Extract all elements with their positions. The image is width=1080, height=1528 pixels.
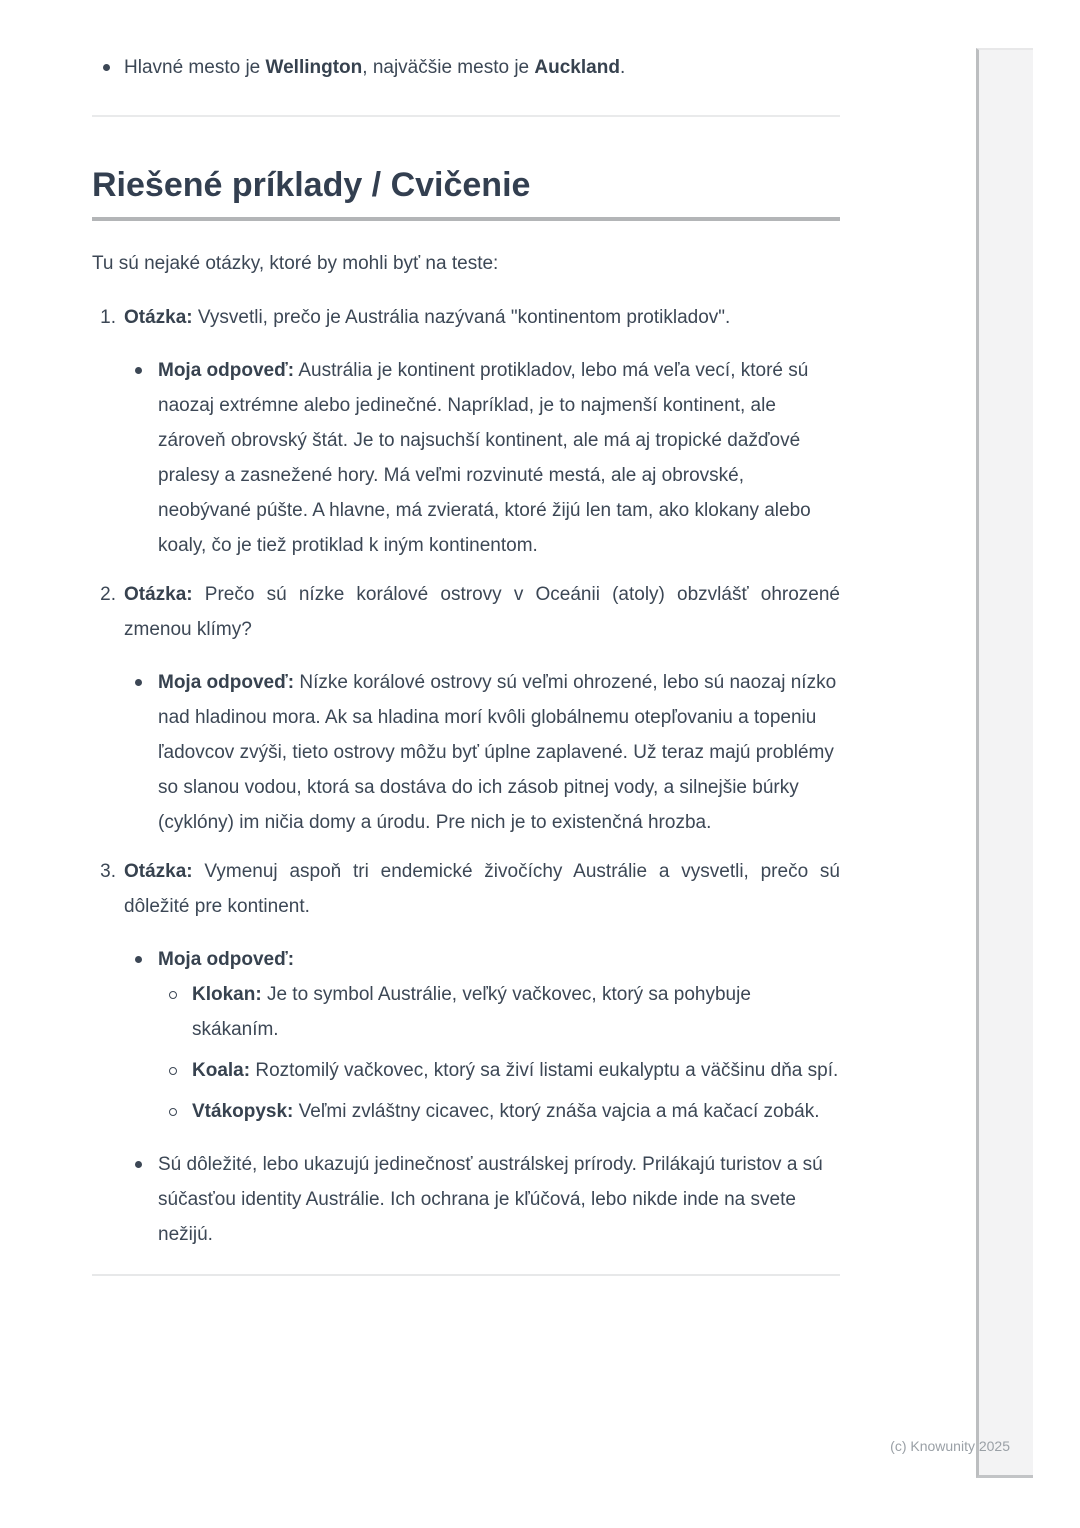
- animal-sub-list: [158, 977, 840, 1129]
- sub-answer-label: Koala:: [192, 1060, 251, 1081]
- question-text: [124, 854, 840, 924]
- intro-bullet-item: [92, 50, 840, 85]
- intro-text-part: , najväčšie mesto je: [362, 57, 535, 78]
- sub-answer-vtakopysk: [158, 1094, 840, 1129]
- bullet-dot-icon: [135, 679, 142, 686]
- answer-label: Moja odpoveď:: [158, 949, 295, 970]
- answer-list: [124, 942, 840, 1252]
- sub-answer-label: Vtákopysk:: [192, 1101, 294, 1122]
- question-number: 1.: [100, 307, 116, 328]
- bullet-dot-icon: [103, 64, 110, 71]
- sub-answer-body: Veľmi zvláštny cicavec, ktorý znáša vajcia a má kačací zobák.: [293, 1101, 820, 1122]
- answer-body: Nízke korálové ostrovy sú veľmi ohrozené, lebo sú naozaj nízko nad hladinou mora. Ak sa hladina morí kvôli globálnemu otepľovaniu a topeniu ľadovcov zvýši, tieto ostrovy môžu byť úplne zaplavené. Už teraz majú problémy so slanou vodou, ktorá sa dostáva do ich zásob pitnej vody, a silnejšie búrky (cyklóny) im ničia domy a úrodu. Pre nich je to existenčná hrozba.: [158, 672, 837, 833]
- answer-label: Moja odpoveď:: [158, 360, 295, 381]
- page-title: Riešené príklady / Cvičenie: [92, 166, 531, 204]
- footer-divider: [92, 1274, 840, 1276]
- intro-bold-wellington: Wellington: [265, 57, 363, 78]
- answer-list: [124, 353, 840, 563]
- question-number: 2.: [100, 584, 116, 605]
- bullet-circle-icon: [169, 991, 177, 999]
- question-body: Prečo sú nízke korálové ostrovy v Oceánii (atoly) obzvlášť ohrozené zmenou klímy?: [124, 584, 840, 640]
- copyright-credit: (c) Knowunity 2025: [890, 1438, 1010, 1454]
- sub-answer-koala: [158, 1053, 840, 1088]
- question-text: [124, 577, 840, 647]
- heading-underline: [92, 217, 840, 221]
- bullet-dot-icon: [135, 1161, 142, 1168]
- question-number: 3.: [100, 861, 116, 882]
- scrollbar-track[interactable]: [976, 48, 1033, 1478]
- intro-bold-auckland: Auckland: [534, 57, 620, 78]
- question-item-3: [92, 854, 840, 1252]
- answer-item-closing: [124, 1147, 840, 1252]
- sub-answer-label: Klokan:: [192, 984, 262, 1005]
- intro-text-part: Hlavné mesto je: [124, 57, 266, 78]
- question-body: Vysvetli, prečo je Austrália nazývaná "kontinentom protikladov".: [192, 307, 731, 328]
- question-list: [92, 300, 840, 1252]
- answer-item: [124, 665, 840, 840]
- section-divider: [92, 115, 840, 117]
- answer-list: [124, 665, 840, 840]
- bullet-dot-icon: [135, 367, 142, 374]
- document-content: [92, 0, 840, 1276]
- question-item-1: [92, 300, 840, 563]
- question-label: Otázka:: [124, 584, 193, 605]
- intro-text-part: .: [619, 57, 626, 78]
- question-label: Otázka:: [124, 307, 193, 328]
- bullet-dot-icon: [135, 956, 142, 963]
- bullet-circle-icon: [169, 1108, 177, 1116]
- sub-answer-body: Je to symbol Austrálie, veľký vačkovec, ktorý sa pohybuje skákaním.: [192, 984, 751, 1040]
- question-text: [124, 300, 840, 335]
- answer-item: [124, 353, 840, 563]
- answer-body: Sú dôležité, lebo ukazujú jedinečnosť austrálskej prírody. Prilákajú turistov a sú súčasťou identity Austrálie. Ich ochrana je kľúčová, lebo nikde inde na svete nežijú.: [158, 1154, 823, 1245]
- lead-paragraph: Tu sú nejaké otázky, ktoré by mohli byť na teste:: [92, 253, 499, 274]
- bullet-circle-icon: [169, 1067, 177, 1075]
- question-label: Otázka:: [124, 861, 193, 882]
- sub-answer-klokan: [158, 977, 840, 1047]
- question-body: Vymenuj aspoň tri endemické živočíchy Austrálie a vysvetli, prečo sú dôležité pre kontinent.: [124, 861, 840, 917]
- answer-item: [124, 942, 840, 1129]
- sub-answer-body: Roztomilý vačkovec, ktorý sa živí listami eukalyptu a väčšinu dňa spí.: [250, 1060, 839, 1081]
- question-item-2: [92, 577, 840, 840]
- answer-body: Austrália je kontinent protikladov, lebo má veľa vecí, ktoré sú naozaj extrémne alebo jedinečné. Napríklad, je to najmenší kontinent, ale zároveň obrovský štát. Je to najsuchší kontinent, ale má aj tropické dažďové pralesy a zasnežené hory. Má veľmi rozvinuté mestá, ale aj obrovské, neobývané púšte. A hlavne, má zvieratá, ktoré žijú len tam, ako klokany alebo koaly, čo je tiež protiklad k iným kontinentom.: [158, 360, 811, 556]
- answer-label: Moja odpoveď:: [158, 672, 295, 693]
